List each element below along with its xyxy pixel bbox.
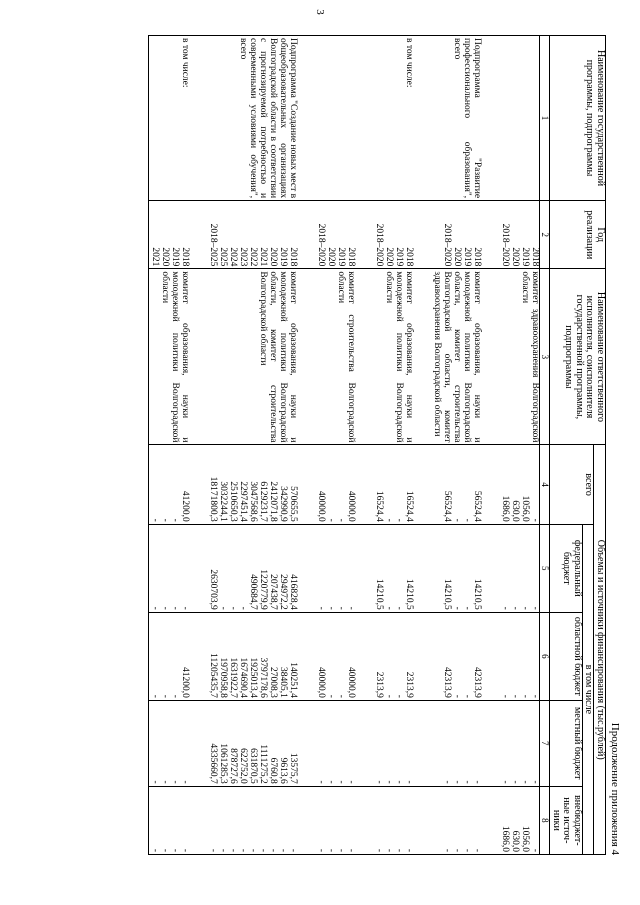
col-number: 1 <box>540 36 550 201</box>
executor-name-text: комитет образования, науки и молодежной политики Волгоградской области, комитет строительства Волгоградской области <box>258 271 299 443</box>
local-cell-value: 631870,5 <box>248 748 259 784</box>
year-cell <box>431 201 499 269</box>
regional-cell-value: 11205435,7 <box>208 653 219 698</box>
regional-cell-value: - <box>326 694 337 698</box>
regional-cell-value: - <box>150 694 161 698</box>
header-year: Год реализации <box>550 201 606 269</box>
header-executor: Наименование ответственного исполнителя, соисполнителя государственной программы, подпрограммы <box>550 269 606 445</box>
header-total: всего <box>550 445 594 524</box>
local-cell-value: - <box>442 780 453 784</box>
local-cell-value: - <box>520 780 531 784</box>
extra-cell-value: - <box>288 848 299 852</box>
federal-cell-value: - <box>500 606 511 610</box>
federal-cell <box>207 524 315 612</box>
regional-cell-value: 27008,3 <box>268 666 279 698</box>
federal-cell-value: - <box>510 606 521 610</box>
table-row <box>373 36 431 855</box>
year-cell <box>149 201 208 269</box>
total-cell-value: 18171800,3 <box>208 476 219 522</box>
extra-cell-value: - <box>218 848 229 852</box>
page-number: 3 <box>314 9 326 15</box>
federal-cell-value: - <box>530 606 541 610</box>
total-cell-value: 1686,0 <box>500 495 511 522</box>
local-cell-value: - <box>150 780 161 784</box>
extra-cell-value: - <box>462 848 473 852</box>
federal-cell <box>373 524 431 612</box>
regional-cell <box>373 612 431 700</box>
local-cell <box>149 700 208 786</box>
extra-cell-value: - <box>160 848 171 852</box>
col-number: 2 <box>540 201 550 269</box>
total-cell <box>499 445 540 524</box>
year-cell-value: 2020 <box>384 247 395 267</box>
year-cell-value: 2019 <box>520 247 531 267</box>
federal-cell-value: 2630703,9 <box>208 569 219 610</box>
year-cell-value: 2020 <box>326 247 337 267</box>
header-local: местный бюджет <box>550 700 583 786</box>
local-cell-value: 13575,7 <box>288 752 299 784</box>
extra-cell-value: - <box>394 848 405 852</box>
year-cell <box>207 201 315 269</box>
local-cell-value: - <box>500 780 511 784</box>
total-cell-value: 570655,5 <box>288 486 299 522</box>
extra-cell-value: - <box>346 848 357 852</box>
year-cell-value: 2018 <box>346 247 357 267</box>
local-cell-value: - <box>384 780 395 784</box>
local-cell-value: 6760,8 <box>268 757 279 784</box>
federal-cell-value: - <box>346 606 357 610</box>
header-incl: в том числе <box>583 524 595 854</box>
year-cell-value: 2020 <box>160 247 171 267</box>
program-name-text: Подпрограмма "Развитие профессионального образования", всего <box>452 38 483 199</box>
year-cell-value: 2019 <box>278 247 289 267</box>
total-cell-value: - <box>462 518 473 522</box>
total-cell-value: - <box>384 518 395 522</box>
federal-cell-value: - <box>326 606 337 610</box>
executor-name-text: комитет образования, науки и молодежной политики Волгоградской области <box>384 271 415 443</box>
federal-cell-value: 14210,5 <box>472 578 483 610</box>
regional-cell-value: - <box>520 694 531 698</box>
table-row <box>315 36 373 855</box>
extra-cell <box>431 786 499 854</box>
local-cell-value: 9613,6 <box>278 757 289 784</box>
executor-name-text: комитет здравоохранения Волгоградской области <box>520 271 541 443</box>
local-cell-value: - <box>510 780 521 784</box>
federal-cell-value: - <box>462 606 473 610</box>
total-cell-value: 16524,4 <box>374 490 385 522</box>
program-name-text: Подпрограмма "Создание новых мест в общеобразовательных организациях Волгоградской области в соответствии с прогнозируемой потребностью и современными условиями обучения", всего <box>238 38 299 199</box>
program-name-text: в том числе: <box>180 38 191 88</box>
local-cell-value: - <box>326 780 337 784</box>
program-name <box>499 36 540 201</box>
year-cell-value: 2018 <box>530 247 541 267</box>
local-cell-value: - <box>394 780 405 784</box>
year-cell-value: 2020 <box>452 247 463 267</box>
regional-cell-value: - <box>336 694 347 698</box>
executor-name <box>499 269 540 445</box>
table-row <box>207 36 315 855</box>
regional-cell-value: - <box>530 694 541 698</box>
header-extra: внебюджет-ные источ-ники <box>550 786 583 854</box>
regional-cell-value: 1925013,4 <box>248 657 259 698</box>
federal-cell-value: 14210,5 <box>442 578 453 610</box>
total-cell <box>149 445 208 524</box>
total-cell-value: - <box>336 518 347 522</box>
local-cell <box>207 700 315 786</box>
federal-cell-value: - <box>384 606 395 610</box>
federal-cell-value: - <box>170 606 181 610</box>
regional-cell-value: - <box>452 694 463 698</box>
col-number: 6 <box>540 612 550 700</box>
federal-cell-value: - <box>316 606 327 610</box>
extra-cell-value: - <box>228 848 239 852</box>
extra-cell-value: - <box>404 848 415 852</box>
total-cell-value: - <box>160 518 171 522</box>
extra-cell-value: - <box>384 848 395 852</box>
extra-cell-value: 1686,0 <box>500 825 511 852</box>
local-cell-value: - <box>160 780 171 784</box>
local-cell <box>431 700 499 786</box>
year-cell <box>499 201 540 269</box>
regional-cell-value: - <box>394 694 405 698</box>
regional-cell <box>499 612 540 700</box>
program-name <box>149 36 208 201</box>
extra-cell-value: - <box>374 848 385 852</box>
federal-cell <box>315 524 373 612</box>
year-cell-value: 2019 <box>336 247 347 267</box>
federal-cell <box>499 524 540 612</box>
local-cell-value: 1111275,2 <box>258 744 269 784</box>
extra-cell-value: - <box>472 848 483 852</box>
year-cell-value: 2019 <box>170 247 181 267</box>
extra-cell <box>149 786 208 854</box>
regional-cell-value: - <box>160 694 171 698</box>
program-name <box>207 36 315 201</box>
extra-cell <box>499 786 540 854</box>
local-cell <box>499 700 540 786</box>
extra-cell-value: 1056,0 <box>520 825 531 852</box>
program-name <box>315 36 373 201</box>
col-number: 7 <box>540 700 550 786</box>
col-number: 4 <box>540 445 550 524</box>
total-cell-value: 41200,0 <box>180 490 191 522</box>
regional-cell-value: 42313,9 <box>442 666 453 698</box>
col-number: 8 <box>540 786 550 854</box>
total-cell-value: 2412071,8 <box>268 481 279 522</box>
total-cell-value: 56524,4 <box>442 490 453 522</box>
local-cell <box>373 700 431 786</box>
year-cell-value: 2023 <box>238 247 249 267</box>
regional-cell-value: - <box>384 694 395 698</box>
regional-cell-value: 41200,0 <box>180 666 191 698</box>
local-cell-value: - <box>346 780 357 784</box>
local-cell-value: 622752,0 <box>238 748 249 784</box>
federal-cell-value: 14210,5 <box>404 578 415 610</box>
local-cell-value: - <box>316 780 327 784</box>
total-cell <box>315 445 373 524</box>
local-cell-value: 4335660,7 <box>208 743 219 784</box>
regional-cell <box>431 612 499 700</box>
executor-name <box>373 269 431 445</box>
executor-name <box>315 269 373 445</box>
regional-cell <box>315 612 373 700</box>
total-cell <box>373 445 431 524</box>
local-cell-value: - <box>462 780 473 784</box>
year-cell-value: 2022 <box>248 247 259 267</box>
extra-cell-value: - <box>452 848 463 852</box>
program-name <box>373 36 431 201</box>
extra-cell-value: - <box>238 848 249 852</box>
total-cell-value: - <box>170 518 181 522</box>
total-cell-value: - <box>150 518 161 522</box>
extra-cell-value: - <box>326 848 337 852</box>
total-cell-value: - <box>530 518 541 522</box>
year-cell-value: 2018 <box>180 247 191 267</box>
year-cell-value: 2018–2020 <box>374 223 385 267</box>
regional-cell-value: 40000,0 <box>346 666 357 698</box>
regional-cell-value: 3797178,6 <box>258 657 269 698</box>
regional-cell-value: 1631922,7 <box>228 657 239 698</box>
federal-cell-value: 416828,4 <box>288 574 299 610</box>
federal-cell-value: - <box>394 606 405 610</box>
regional-cell-value: 42313,9 <box>472 666 483 698</box>
total-cell-value: - <box>326 518 337 522</box>
year-cell-value: 2018–2020 <box>500 223 511 267</box>
local-cell-value: - <box>530 780 541 784</box>
total-cell-value: - <box>394 518 405 522</box>
extra-cell-value: - <box>180 848 191 852</box>
total-cell-value: 40000,0 <box>346 490 357 522</box>
regional-cell-value: 1970958,8 <box>218 657 229 698</box>
regional-cell <box>149 612 208 700</box>
year-cell-value: 2018 <box>404 247 415 267</box>
year-cell-value: 2019 <box>394 247 405 267</box>
federal-cell-value: - <box>228 606 239 610</box>
header-program: Наименование государственной программы, подпрограммы <box>550 36 606 201</box>
local-cell-value: - <box>472 780 483 784</box>
federal-cell-value: - <box>218 606 229 610</box>
table-row <box>499 36 540 855</box>
federal-cell-value: 207438,7 <box>268 574 279 610</box>
federal-cell-value: 14210,5 <box>374 578 385 610</box>
extra-cell-value: - <box>278 848 289 852</box>
funding-table <box>148 35 606 855</box>
year-cell-value: 2018 <box>288 247 299 267</box>
appendix-note: Продолжение приложения 4 <box>609 722 621 855</box>
extra-cell-value: - <box>150 848 161 852</box>
federal-cell <box>149 524 208 612</box>
extra-cell-value: - <box>248 848 259 852</box>
executor-name-text: комитет образования, науки и молодежной политики Волгоградской области <box>160 271 191 443</box>
table-row <box>431 36 499 855</box>
total-cell-value: 2510650,3 <box>228 481 239 522</box>
total-cell-value: 40000,0 <box>316 490 327 522</box>
extra-cell-value: - <box>316 848 327 852</box>
regional-cell-value: 2313,9 <box>404 671 415 698</box>
regional-cell-value: 40000,0 <box>316 666 327 698</box>
federal-cell-value: - <box>180 606 191 610</box>
regional-cell-value: - <box>500 694 511 698</box>
program-name <box>431 36 499 201</box>
extra-cell <box>373 786 431 854</box>
local-cell-value: - <box>336 780 347 784</box>
extra-cell-value: - <box>258 848 269 852</box>
extra-cell-value: 630,0 <box>510 830 521 852</box>
regional-cell <box>207 612 315 700</box>
federal-cell-value: - <box>238 606 249 610</box>
year-cell <box>315 201 373 269</box>
total-cell-value: 56524,4 <box>472 490 483 522</box>
header-federal: федеральный бюджет <box>550 524 583 612</box>
executor-name <box>431 269 499 445</box>
extra-cell-value: - <box>442 848 453 852</box>
col-number: 3 <box>540 269 550 445</box>
total-cell-value: 1056,0 <box>520 495 531 522</box>
federal-cell-value: 1220779,9 <box>258 569 269 610</box>
total-cell-value: 3032244,1 <box>218 481 229 522</box>
executor-name-text: комитет строительства Волгоградской области <box>336 271 357 443</box>
extra-cell <box>315 786 373 854</box>
executor-name <box>207 269 315 445</box>
extra-cell-value: - <box>208 848 219 852</box>
table-row <box>149 36 208 855</box>
local-cell-value: 878727,6 <box>228 748 239 784</box>
total-cell-value: 630,0 <box>510 500 521 522</box>
regional-cell-value: 140251,4 <box>288 662 299 698</box>
document <box>148 15 622 895</box>
federal-cell-value: 490684,7 <box>248 574 259 610</box>
federal-cell <box>431 524 499 612</box>
total-cell <box>207 445 315 524</box>
local-cell-value: 1061285,3 <box>218 743 229 784</box>
total-cell-value: 3047568,6 <box>248 481 259 522</box>
executor-name <box>149 269 208 445</box>
year-cell-value: 2021 <box>258 247 269 267</box>
total-cell-value: 342990,9 <box>278 486 289 522</box>
year-cell-value: 2018–2020 <box>442 223 453 267</box>
table-body <box>149 36 540 855</box>
federal-cell-value: - <box>520 606 531 610</box>
total-cell-value: 16524,4 <box>404 490 415 522</box>
local-cell-value: - <box>404 780 415 784</box>
year-cell-value: 2020 <box>510 247 521 267</box>
regional-cell-value: - <box>510 694 521 698</box>
extra-cell-value: - <box>530 848 541 852</box>
local-cell-value: - <box>180 780 191 784</box>
program-name-text: в том числе: <box>404 38 415 88</box>
regional-cell-value: - <box>170 694 181 698</box>
year-cell-value: 2020 <box>268 247 279 267</box>
total-cell <box>431 445 499 524</box>
local-cell-value: - <box>452 780 463 784</box>
local-cell-value: - <box>170 780 181 784</box>
year-cell <box>373 201 431 269</box>
year-cell-value: 2025 <box>218 247 229 267</box>
federal-cell-value: - <box>336 606 347 610</box>
total-cell-value: 2297451,4 <box>238 481 249 522</box>
regional-cell-value: 2313,9 <box>374 671 385 698</box>
local-cell-value: - <box>374 780 385 784</box>
regional-cell-value: - <box>462 694 473 698</box>
local-cell <box>315 700 373 786</box>
federal-cell-value: - <box>452 606 463 610</box>
extra-cell <box>207 786 315 854</box>
regional-cell-value: 1674690,4 <box>238 657 249 698</box>
year-cell-value: 2018 <box>472 247 483 267</box>
federal-cell-value: - <box>160 606 171 610</box>
extra-cell-value: - <box>268 848 279 852</box>
extra-cell-value: - <box>170 848 181 852</box>
federal-cell-value: 294972,2 <box>278 574 289 610</box>
total-cell-value: - <box>452 518 463 522</box>
year-cell-value: 2021 <box>150 247 161 267</box>
executor-name-text: комитет образования, науки и молодежной политики Волгоградской области, комитет строительства Волгоградской области, комитет здравоохранения Волгоградской области <box>432 271 483 443</box>
total-cell-value: 6129231,7 <box>258 481 269 522</box>
year-cell-value: 2018–2020 <box>316 223 327 267</box>
col-number: 5 <box>540 524 550 612</box>
extra-cell-value: - <box>336 848 347 852</box>
year-cell-value: 2019 <box>462 247 473 267</box>
year-cell-value: 2024 <box>228 247 239 267</box>
header-regional: областной бюджет <box>550 612 583 700</box>
header-funding: Объемы и источники финансирования (тыс.рублей) <box>594 445 606 855</box>
year-cell-value: 2018–2025 <box>208 223 219 267</box>
regional-cell-value: 38405,1 <box>278 666 289 698</box>
federal-cell-value: - <box>150 606 161 610</box>
